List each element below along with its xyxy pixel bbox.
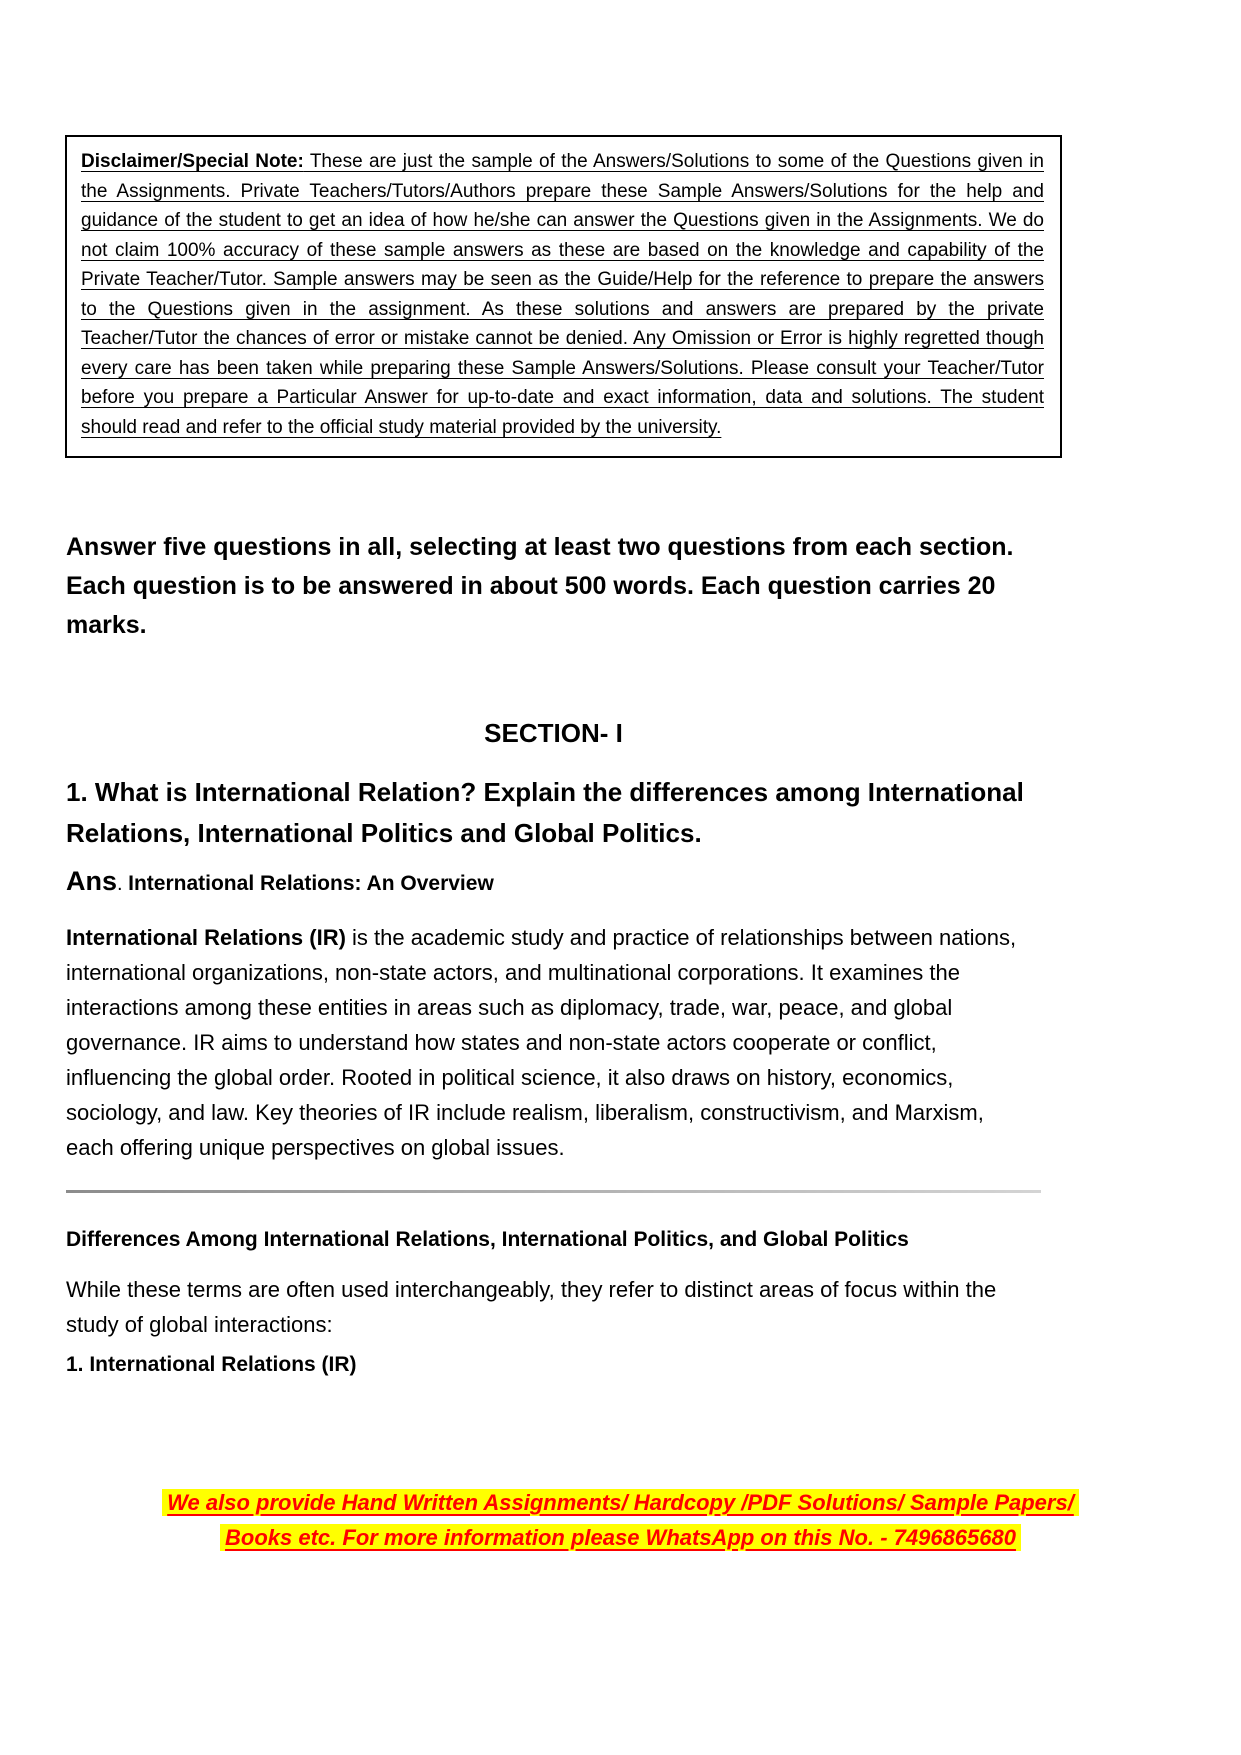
horizontal-divider <box>66 1190 1041 1193</box>
disclaimer-box <box>65 135 1062 458</box>
footer-promo-line2: Books etc. For more information please WhatsApp on this No. - 7496865680 <box>220 1524 1021 1551</box>
ans-label: Ans <box>66 866 118 896</box>
disclaimer-text <box>81 147 1044 442</box>
point-1-heading: 1. International Relations (IR) <box>66 1353 357 1376</box>
answer-paragraph-lead: International Relations (IR) <box>66 925 346 950</box>
footer-promo <box>0 1485 1241 1555</box>
differences-intro: While these terms are often used interchangeably, they refer to distinct areas of focus within the study of global interactions: <box>66 1277 997 1337</box>
section-heading: SECTION- I <box>484 718 623 748</box>
assignment-instructions: Answer five questions in all, selecting at least two questions from each section. Each question is to be answered in about 500 words. Each question carries 20 marks. <box>66 533 1014 639</box>
answer-heading-line <box>66 866 1041 901</box>
disclaimer-label: Disclaimer/Special Note: <box>81 151 304 172</box>
overview-heading: International Relations: An Overview <box>128 872 494 895</box>
disclaimer-body: These are just the sample of the Answers/Solutions to some of the Questions given in the Assignments. Private Teachers/Tutors/Authors prepare these Sample Answers/Solutions for the help and guidance of the student to get an idea of how he/she can answer the Questions given in the Assignments. We do not claim 100% accuracy of these sample answers as these are based on the knowledge and capability of the Private Teacher/Tutor. Sample answers may be seen as the Guide/Help for the reference to prepare the answers to the Questions given in the assignment. As these solutions and answers are prepared by the private Teacher/Tutor the chances of error or mistake cannot be denied. Any Omission or Error is highly regretted though every care has been taken while preparing these Sample Answers/Solutions. Please consult your Teacher/Tutor before you prepare a Particular Answer for up-to-date and exact information, data and solutions. The student should read and refer to the official study material provided by the university. <box>81 151 1044 438</box>
answer-paragraph <box>66 920 1026 1165</box>
ans-dot: . <box>117 873 129 895</box>
footer-promo-line1: We also provide Hand Written Assignments/ Hardcopy /PDF Solutions/ Sample Papers/ <box>162 1489 1079 1516</box>
answer-paragraph-body: is the academic study and practice of relationships between nations, international organizations, non-state actors, and multinational corporations. It examines the interactions among these entities in areas such as diplomacy, trade, war, peace, and global governance. IR aims to understand how states and non-state actors cooperate or conflict, influencing the global order. Rooted in political science, it also draws on history, economics, sociology, and law. Key theories of IR include realism, liberalism, constructivism, and Marxism, each offering unique perspectives on global issues. <box>66 925 1017 1160</box>
differences-heading: Differences Among International Relations, International Politics, and Global Politics <box>66 1228 909 1251</box>
question-1-heading: 1. What is International Relation? Explain the differences among International Relations, International Politics and Global Politics. <box>66 777 1024 848</box>
